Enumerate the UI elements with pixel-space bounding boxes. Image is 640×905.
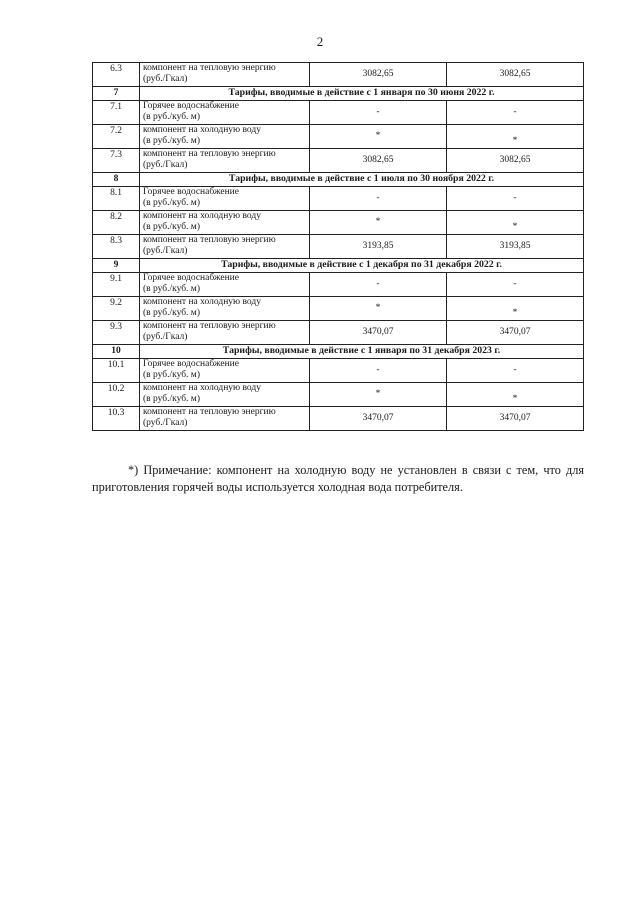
row-description <box>140 273 310 297</box>
description-line: компонент на холодную воду <box>143 211 261 221</box>
row-description <box>140 383 310 407</box>
value-cell: * <box>310 211 447 235</box>
section-header-row <box>93 87 584 101</box>
description-unit: (в руб./куб. м) <box>143 198 200 208</box>
description-unit: (руб./Гкал) <box>143 418 188 428</box>
description-unit: (руб./Гкал) <box>143 160 188 170</box>
description-line: компонент на тепловую энергию <box>143 407 276 417</box>
section-number: 9 <box>93 259 140 273</box>
tariff-table-body <box>93 63 584 431</box>
section-number: 10 <box>93 345 140 359</box>
value-cell: 3470,07 <box>310 407 447 431</box>
table-row <box>93 149 584 173</box>
row-number: 9.3 <box>93 321 140 345</box>
section-title: Тарифы, вводимые в действие с 1 января по 31 декабря 2023 г. <box>140 345 584 359</box>
value-cell: * <box>310 383 447 407</box>
section-title: Тарифы, вводимые в действие с 1 января по 30 июня 2022 г. <box>140 87 584 101</box>
row-number: 7.1 <box>93 101 140 125</box>
description-unit: (в руб./куб. м) <box>143 136 200 146</box>
table-row <box>93 235 584 259</box>
section-title: Тарифы, вводимые в действие с 1 июля по 30 ноября 2022 г. <box>140 173 584 187</box>
section-header-row <box>93 345 584 359</box>
value-cell: 3470,07 <box>310 321 447 345</box>
value-cell: - <box>447 359 584 383</box>
description-line: Горячее водоснабжение <box>143 187 239 197</box>
row-description <box>140 407 310 431</box>
row-description <box>140 149 310 173</box>
table-row <box>93 359 584 383</box>
description-line: Горячее водоснабжение <box>143 273 239 283</box>
section-number: 7 <box>93 87 140 101</box>
row-description <box>140 211 310 235</box>
row-number: 6.3 <box>93 63 140 87</box>
description-unit: (в руб./куб. м) <box>143 112 200 122</box>
value-cell: - <box>310 359 447 383</box>
value-cell: 3082,65 <box>310 63 447 87</box>
description-line: компонент на тепловую энергию <box>143 63 276 73</box>
description-line: компонент на холодную воду <box>143 297 261 307</box>
table-row <box>93 321 584 345</box>
row-number: 8.1 <box>93 187 140 211</box>
description-unit: (в руб./куб. м) <box>143 370 200 380</box>
value-cell: 3082,65 <box>310 149 447 173</box>
row-description <box>140 297 310 321</box>
row-number: 10.1 <box>93 359 140 383</box>
value-cell: * <box>447 125 584 149</box>
description-unit: (в руб./куб. м) <box>143 222 200 232</box>
tariff-table <box>92 62 584 431</box>
table-row <box>93 407 584 431</box>
value-cell: * <box>310 125 447 149</box>
row-description <box>140 63 310 87</box>
description-unit: (руб./Гкал) <box>143 74 188 84</box>
value-cell: * <box>447 297 584 321</box>
row-number: 7.3 <box>93 149 140 173</box>
table-row <box>93 187 584 211</box>
row-description <box>140 235 310 259</box>
row-number: 8.2 <box>93 211 140 235</box>
value-cell: 3193,85 <box>310 235 447 259</box>
table-row <box>93 383 584 407</box>
row-description <box>140 187 310 211</box>
value-cell: 3470,07 <box>447 321 584 345</box>
description-line: компонент на тепловую энергию <box>143 321 276 331</box>
description-line: компонент на тепловую энергию <box>143 235 276 245</box>
table-row <box>93 297 584 321</box>
table-row <box>93 273 584 297</box>
value-cell: - <box>447 101 584 125</box>
value-cell: * <box>447 383 584 407</box>
value-cell: - <box>310 187 447 211</box>
value-cell: 3193,85 <box>447 235 584 259</box>
section-number: 8 <box>93 173 140 187</box>
description-line: компонент на холодную воду <box>143 125 261 135</box>
row-description <box>140 321 310 345</box>
value-cell: - <box>310 101 447 125</box>
description-unit: (в руб./куб. м) <box>143 308 200 318</box>
row-number: 7.2 <box>93 125 140 149</box>
value-cell: 3082,65 <box>447 149 584 173</box>
value-cell: 3082,65 <box>447 63 584 87</box>
section-title: Тарифы, вводимые в действие с 1 декабря по 31 декабря 2022 г. <box>140 259 584 273</box>
row-number: 10.2 <box>93 383 140 407</box>
section-header-row <box>93 259 584 273</box>
value-cell: - <box>447 187 584 211</box>
table-row <box>93 211 584 235</box>
value-cell: * <box>447 211 584 235</box>
value-cell: - <box>447 273 584 297</box>
table-row <box>93 125 584 149</box>
row-number: 8.3 <box>93 235 140 259</box>
row-description <box>140 101 310 125</box>
page-number: 2 <box>316 34 324 49</box>
section-header-row <box>93 173 584 187</box>
row-number: 9.1 <box>93 273 140 297</box>
table-row <box>93 63 584 87</box>
description-line: компонент на холодную воду <box>143 383 261 393</box>
value-cell: - <box>310 273 447 297</box>
table-row <box>93 101 584 125</box>
description-line: Горячее водоснабжение <box>143 359 239 369</box>
description-unit: (руб./Гкал) <box>143 246 188 256</box>
row-number: 10.3 <box>93 407 140 431</box>
value-cell: * <box>310 297 447 321</box>
description-line: компонент на тепловую энергию <box>143 149 276 159</box>
row-description <box>140 359 310 383</box>
description-unit: (в руб./куб. м) <box>143 394 200 404</box>
description-line: Горячее водоснабжение <box>143 101 239 111</box>
row-description <box>140 125 310 149</box>
row-number: 9.2 <box>93 297 140 321</box>
description-unit: (руб./Гкал) <box>143 332 188 342</box>
value-cell: 3470,07 <box>447 407 584 431</box>
description-unit: (в руб./куб. м) <box>143 284 200 294</box>
footnote: *) Примечание: компонент на холодную воду не установлен в связи с тем, что для приготовления горячей воды используется холодная вода потребителя. <box>92 463 584 494</box>
